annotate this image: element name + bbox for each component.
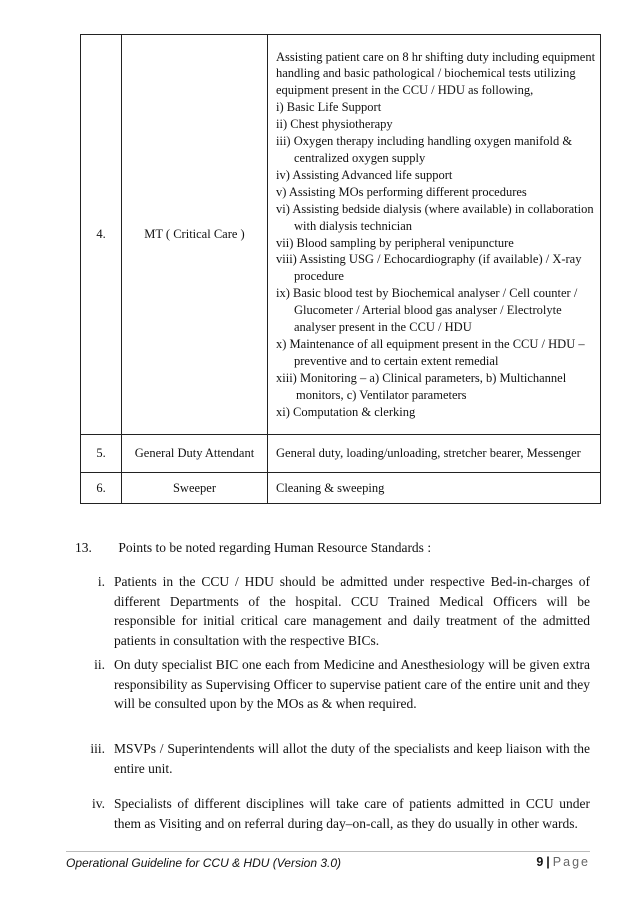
footer-doc-title: Operational Guideline for CCU & HDU (Version 3.0) [66,856,341,870]
footer-page [536,855,590,869]
duty-item: x) Maintenance of all equipment present in the CCU / HDU – preventive and to certain extent remedial [276,336,585,368]
duty-item: xi) Computation & clerking [276,404,416,419]
table-row [81,35,601,435]
row-number: 4. [81,35,122,435]
list-item [72,572,590,650]
point-number: i. [97,574,105,589]
duty-item: ii) Chest physiotherapy [276,117,393,132]
duty-item: viii) Assisting USG / Echocardiography (if available) / X-ray procedure [276,252,582,284]
row-duties: Cleaning & sweeping [268,473,601,504]
duty-item: xiii) Monitoring – a) Clinical parameters, b) Multichannel monitors, c) Ventilator parameters [276,370,567,402]
row-duties [268,35,601,435]
table-row [81,435,601,473]
row-role: MT ( Critical Care ) [122,35,268,435]
table-row [81,473,601,504]
point-number: iii. [90,741,105,756]
point-number: iv. [92,796,105,811]
row-role: General Duty Attendant [122,435,268,473]
row-number: 5. [81,435,122,473]
list-item [72,739,590,778]
list-item [72,655,590,714]
staff-duties-table [80,34,601,504]
duty-item: v) Assisting MOs performing different procedures [276,184,527,199]
duty-item: vi) Assisting bedside dialysis (where available) in collaboration with dialysis technician [276,201,594,233]
row-number: 6. [81,473,122,504]
duty-item: iii) Oxygen therapy including handling oxygen manifold & centralized oxygen supply [276,134,573,165]
row-role: Sweeper [122,473,268,504]
footer-divider [66,851,590,852]
point-text: Specialists of different disciplines will take care of patients admitted in CCU under them as Visiting and on referral during day–on-call, as they do usually in other wards. [114,796,590,831]
point-text: Patients in the CCU / HDU should be admitted under respective Bed-in-charges of different Departments of the hospital. CCU Trained Medical Officers will be responsible for initial critical care management and daily treatment of the admitted patients in consultation with the respective BICs. [114,574,590,648]
section-heading [75,540,431,556]
section-number: 13. [75,540,92,555]
duty-item: i) Basic Life Support [276,100,382,115]
point-text: On duty specialist BIC one each from Medicine and Anesthesiology will be given extra responsibility as Supervising Officer to supervise patient care of the entire unit and they will be consulted upon by the MOs as & when required. [114,657,590,711]
duty-item: ix) Basic blood test by Biochemical analyser / Cell counter / Glucometer / Arterial blood gas analyser / Electrolyte analyser present in the CCU / HDU [276,286,578,335]
section-title: Points to be noted regarding Human Resource Standards : [118,540,432,555]
page-number: 9 [536,855,544,869]
page-separator: | [546,855,550,869]
point-number: ii. [94,657,105,672]
list-item [72,794,590,833]
row-duties: General duty, loading/unloading, stretcher bearer, Messenger [268,435,601,473]
duty-item: vii) Blood sampling by peripheral venipuncture [276,235,514,250]
page-label: Page [552,855,590,869]
duties-intro: Assisting patient care on 8 hr shifting duty including equipment handling and basic pathological / biochemical tests utilizing equipment present in the CCU / HDU as following, [276,49,596,98]
point-text: MSVPs / Superintendents will allot the duty of the specialists and keep liaison with the entire unit. [114,741,590,776]
duty-item: iv) Assisting Advanced life support [276,167,453,182]
